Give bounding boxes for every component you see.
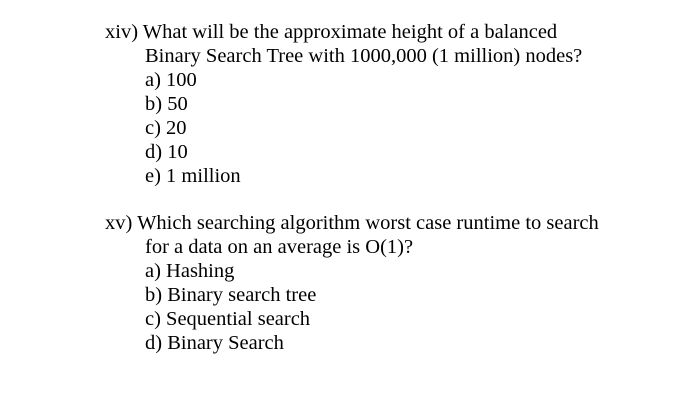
question-stem: xv) Which searching algorithm worst case runtime to search [105,212,599,234]
option-a: a) 100 [145,69,197,91]
option-b: b) Binary search tree [145,284,317,306]
option-c: c) Sequential search [145,308,311,330]
question-stem: xiv) What will be the approximate height of a balanced [105,21,558,43]
option-d: d) 10 [145,141,188,163]
option-a: a) Hashing [145,260,235,282]
question-stem-continued: for a data on an average is O(1)? [145,236,414,258]
question-stem-continued: Binary Search Tree with 1000,000 (1 million) nodes? [145,45,583,67]
option-d: d) Binary Search [145,332,284,354]
option-b: b) 50 [145,93,188,115]
option-e: e) 1 million [145,165,241,187]
option-c: c) 20 [145,117,187,139]
